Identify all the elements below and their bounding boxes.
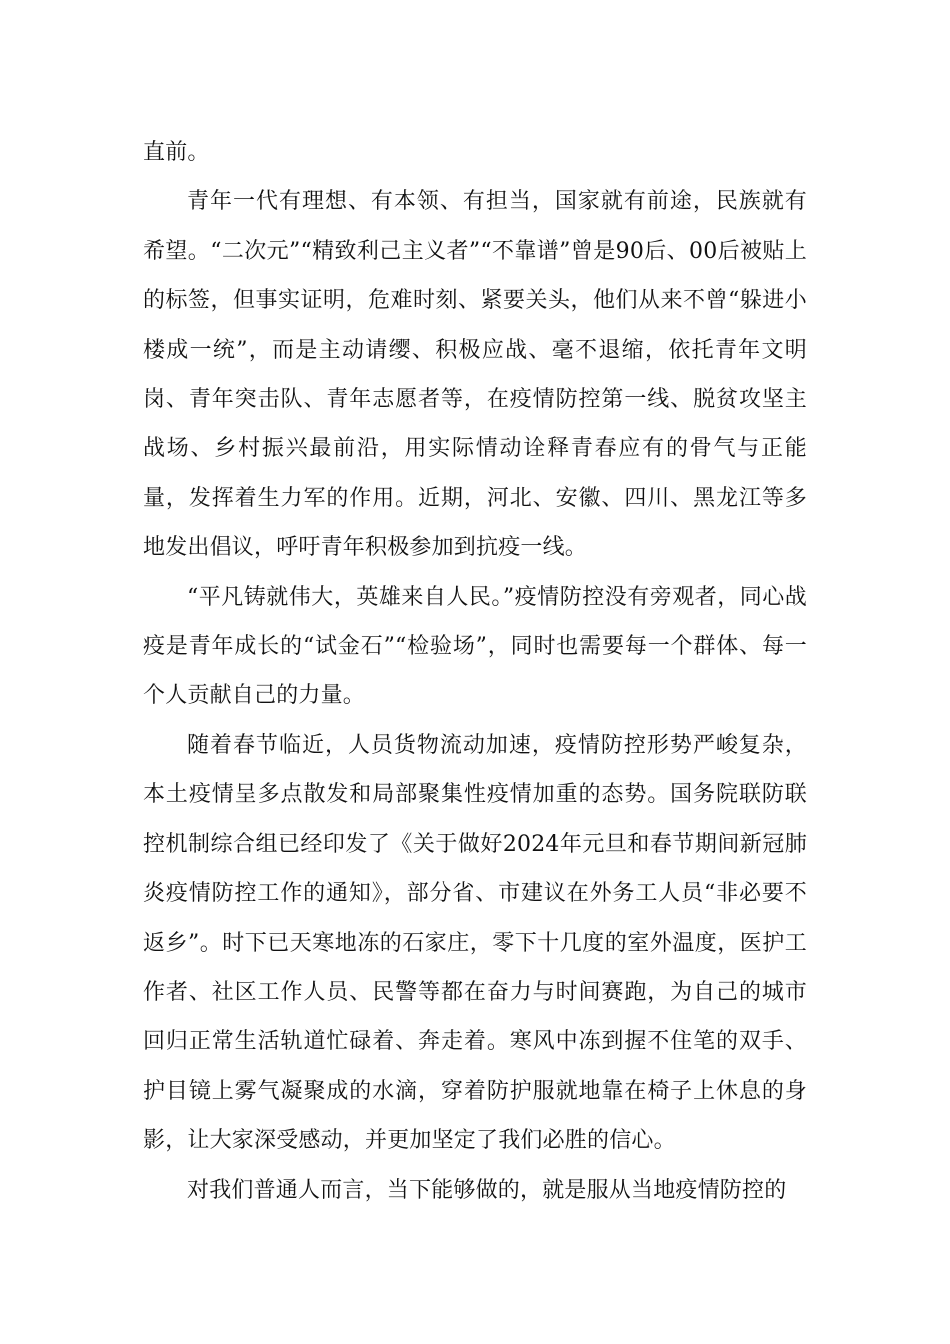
paragraph-continuation: 直前。 (143, 140, 210, 165)
paragraph-youth-responsibility: 青年一代有理想、有本领、有担当，国家就有前途，民族就有希望。“二次元”“精致利己主义者”“不靠谱”曾是90后、00后被贴上的标签，但事实证明，危难时刻、紧要关头，他们从来不曾“躲进小楼成一统”，而是主动请缨、积极应战、毫不退缩，依托青年文明岗、青年突击队、青年志愿者等，在疫情防控第一线、脱贫攻坚主战场、乡村振兴最前沿，用实际情动诠释青春应有的骨气与正能量，发挥着生力军的作用。近期，河北、安徽、四川、黑龙江等多地发出倡议，呼吁青年积极参加到抗疫一线。 (143, 189, 807, 561)
paragraph-heroes-from-people: “平凡铸就伟大，英雄来自人民。”疫情防控没有旁观者，同心战疫是青年成长的“试金石”“检验场”，同时也需要每一个群体、每一个人贡献自己的力量。 (143, 584, 807, 709)
paragraph-ordinary-people: 对我们普通人而言，当下能够做的，就是服从当地疫情防控的 (187, 1177, 787, 1203)
document-body (143, 128, 807, 1215)
paragraph-spring-festival-epidemic: 随着春节临近，人员货物流动加速，疫情防控形势严峻复杂，本土疫情呈多点散发和局部聚集性疫情加重的态势。国务院联防联控机制综合组已经印发了《关于做好2024年元旦和春节期间新冠肺炎疫情防控工作的通知》，部分省、市建议在外务工人员“非必要不返乡”。时下已天寒地冻的石家庄，零下十几度的室外温度，医护工作者、社区工作人员、民警等都在奋力与时间赛跑，为自己的城市回归正常生活轨道忙碌着、奔走着。寒风中冻到握不住笔的双手、护目镜上雾气凝聚成的水滴，穿着防护服就地靠在椅子上休息的身影，让大家深受感动，并更加坚定了我们必胜的信心。 (143, 732, 807, 1154)
